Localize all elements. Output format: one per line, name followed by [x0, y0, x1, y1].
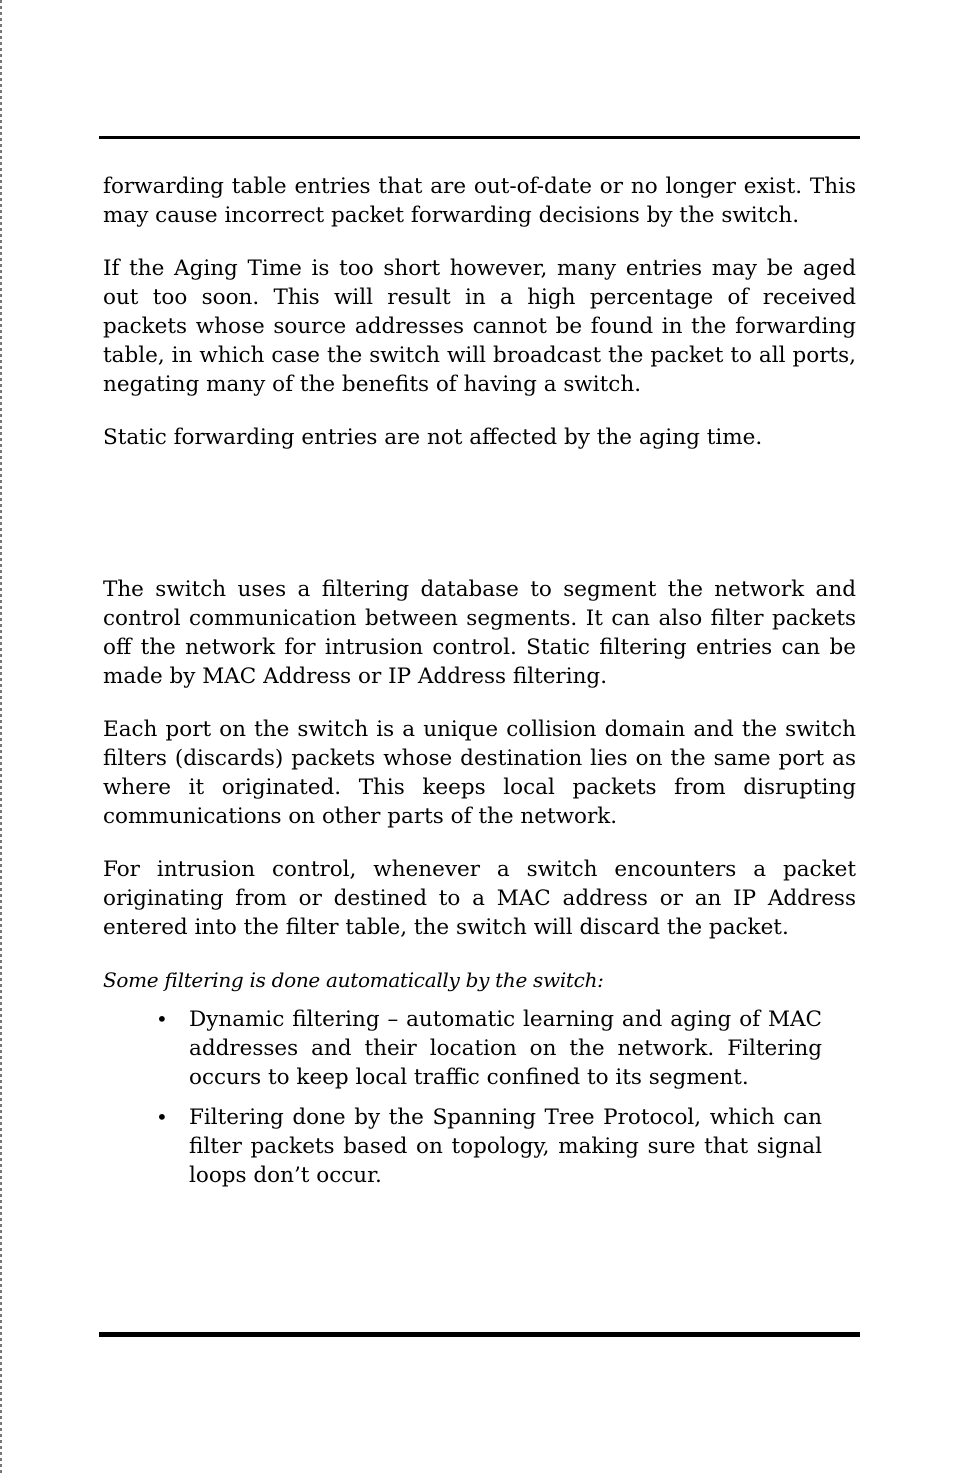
paragraph-collision-domain: Each port on the switch is a unique collision domain and the switch filters (discards) packets whose destination lies on the same port as where it originated. This keeps local packets from disrupting communications on other parts of the network. — [103, 717, 856, 829]
paragraph-filtering-database: The switch uses a filtering database to segment the network and control communication between segments. It can also filter packets off the network for intrusion control. Static filtering entries can be made by MAC Address or IP Address filtering. — [103, 577, 856, 689]
paragraph-static-entries: Static forwarding entries are not affected by the aging time. — [103, 425, 763, 450]
subheading-automatic-filtering: Some filtering is done automatically by the switch: — [103, 968, 604, 992]
list-item-text: Dynamic filtering – automatic learning and aging of MAC addresses and their location on the network. Filtering occurs to keep local traffic confined to its segment. — [189, 1007, 822, 1090]
header-rule — [99, 136, 860, 139]
list-item-text: Filtering done by the Spanning Tree Protocol, which can filter packets based on topology, making sure that signal loops don’t occur. — [189, 1105, 822, 1188]
list-item — [103, 1005, 822, 1092]
page-body — [103, 172, 856, 1201]
bullet-icon: • — [156, 1007, 168, 1031]
paragraph-intrusion-control: For intrusion control, whenever a switch encounters a packet originating from or destined to a MAC address or an IP Address entered into the filter table, the switch will discard the packet. — [103, 857, 856, 940]
footer-rule — [99, 1332, 860, 1337]
paragraph-forwarding-entries: forwarding table entries that are out-of-date or no longer exist. This may cause incorrect packet forwarding decisions by the switch. — [103, 174, 856, 228]
scan-edge — [0, 0, 2, 1475]
bullet-icon: • — [156, 1105, 168, 1129]
paragraph-aging-time-short: If the Aging Time is too short however, many entries may be aged out too soon. This will result in a high percentage of received packets whose source addresses cannot be found in the forwarding table, in which case the switch will broadcast the packet to all ports, negating many of the benefits of having a switch. — [103, 256, 856, 397]
list-item — [103, 1103, 822, 1190]
bullet-list — [103, 1005, 822, 1190]
